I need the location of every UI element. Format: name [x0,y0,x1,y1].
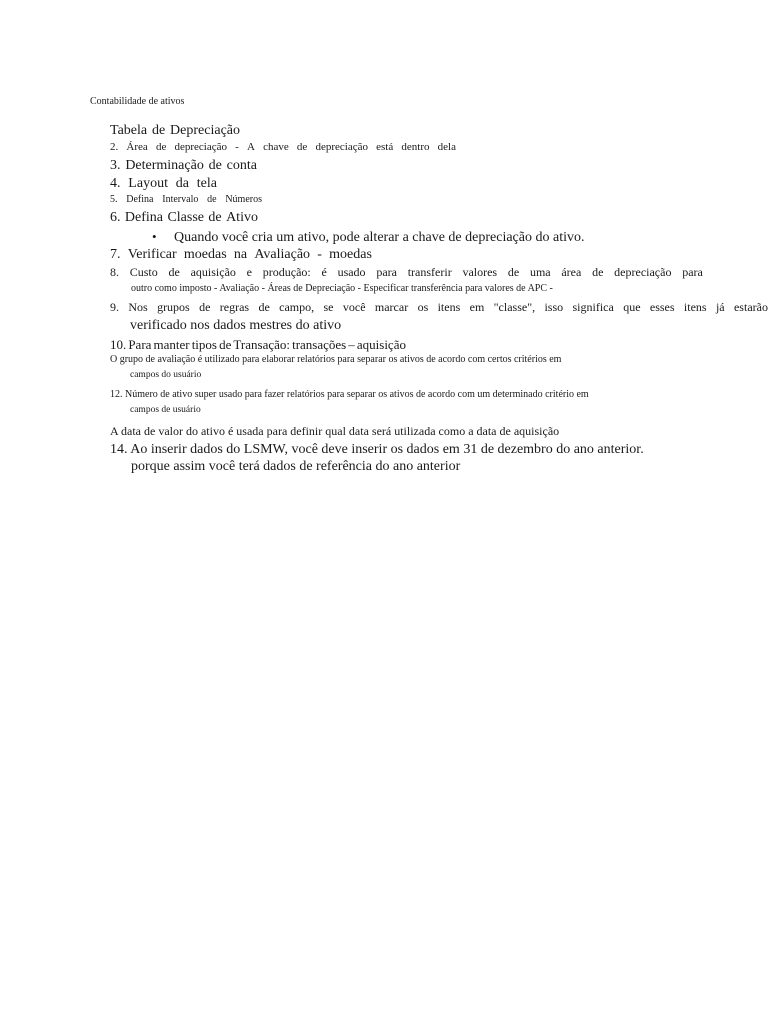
word: uma [529,265,551,279]
word: valores [462,265,498,279]
word: para [376,265,397,279]
line-7 [110,248,372,262]
word: aquisição [356,337,406,352]
word: itens [683,300,707,314]
word: usado [337,265,366,279]
word: moedas [329,247,372,262]
word: moedas [183,247,227,262]
word: área [561,265,582,279]
line-6 [110,211,258,225]
word: Avaliação [254,247,311,262]
word: dentro [401,141,430,153]
word: Classe [167,210,204,225]
line-3 [110,159,257,173]
line-9 [110,301,768,313]
word: de [208,210,222,225]
word: de [207,194,217,205]
word: Defina [124,210,164,225]
word: para [682,265,703,279]
word: de [168,265,180,279]
word: conta [226,158,257,173]
word: 7. [110,247,121,262]
word: Ativo [226,210,258,225]
word: manter [153,337,190,352]
word: 5. [110,194,118,205]
line-14-continuation: porque assim você terá dados de referência do ano anterior [131,459,461,474]
word: Números [225,194,262,205]
word: dela [437,141,456,153]
word: está [376,141,394,153]
word: aquisição [190,265,236,279]
word: Área [126,141,148,153]
word: Custo [129,265,158,279]
word: de [208,158,222,173]
word: de [296,141,308,153]
word: de [219,337,232,352]
word: depreciação [614,265,672,279]
line-10 [110,338,406,351]
word: transações [292,337,347,352]
word: os [417,300,429,314]
word: transferir [407,265,452,279]
line-11: O grupo de avaliação é utilizado para elaborar relatórios para separar os ativos de acordo com certos critérios em [110,354,562,365]
word: "classe", [493,300,536,314]
word: depreciação [174,141,227,153]
word: estarão [733,300,768,314]
word: itens [437,300,461,314]
word: A [246,141,255,153]
bullet-icon: • [152,229,157,244]
word: Depreciação [170,123,240,138]
line-8-continuation: outro como imposto - Avaliação - Áreas de Depreciação - Especificar transferência para valores de APC - [131,283,553,294]
word: de [199,300,211,314]
word: já [715,300,725,314]
word: grupos [157,300,190,314]
line-1 [110,124,240,138]
word: é [321,265,327,279]
word: na [233,247,248,262]
word: tela [196,176,217,191]
line-4 [110,177,217,191]
word: campo, [279,300,315,314]
word: da [175,176,189,191]
word: depreciação [315,141,368,153]
word: esses [649,300,675,314]
page-header: Contabilidade de ativos [90,96,185,107]
word: - [317,247,322,262]
word: regras [219,300,250,314]
line-9-continuation: verificado nos dados mestres do ativo [130,318,342,333]
line-5 [110,195,262,205]
word: se [323,300,334,314]
word: – [348,337,355,352]
line-11-continuation: campos do usuário [130,370,202,380]
line-12-continuation: campos de usuário [130,405,201,415]
word: chave [263,141,289,153]
word: significa [572,300,614,314]
word: Defina [126,194,154,205]
line-8 [110,266,703,278]
word: em [469,300,485,314]
word: Transação: [233,337,290,352]
word: marcar [374,300,409,314]
word: 9. [110,300,119,314]
word: de [507,265,520,279]
word: de [155,141,167,153]
word: 10. [110,337,127,352]
word: 8. [110,265,119,279]
word: 2. [110,141,119,153]
line-6-bullet: Quando você cria um ativo, pode alterar a chave de depreciação do ativo. [174,230,585,245]
word: isso [544,300,564,314]
word: de [258,300,270,314]
line-12: 12. Número de ativo super usado para fazer relatórios para separar os ativos de acordo com um determinado critério em [110,389,589,400]
line-2 [110,142,456,153]
word: Determinação [125,158,204,173]
word: Intervalo [162,194,199,205]
word: Verificar [127,247,177,262]
word: e [246,265,252,279]
word: Layout [128,176,168,191]
line-13: A data de valor do ativo é usada para definir qual data será utilizada como a data de aquisição [110,424,560,438]
word: - [235,141,239,153]
line-14: 14. Ao inserir dados do LSMW, você deve inserir os dados em 31 de dezembro do ano anterior. [110,442,644,457]
word: Tabela [110,123,148,138]
word: de [592,265,604,279]
word: de [151,123,166,138]
word: você [342,300,366,314]
word: tipos [191,337,217,352]
word: 3. [110,158,121,173]
word: que [623,300,641,314]
word: Nos [128,300,148,314]
word: Para [128,337,152,352]
word: 6. [110,210,121,225]
word: produção: [262,265,311,279]
word: 4. [110,176,121,191]
